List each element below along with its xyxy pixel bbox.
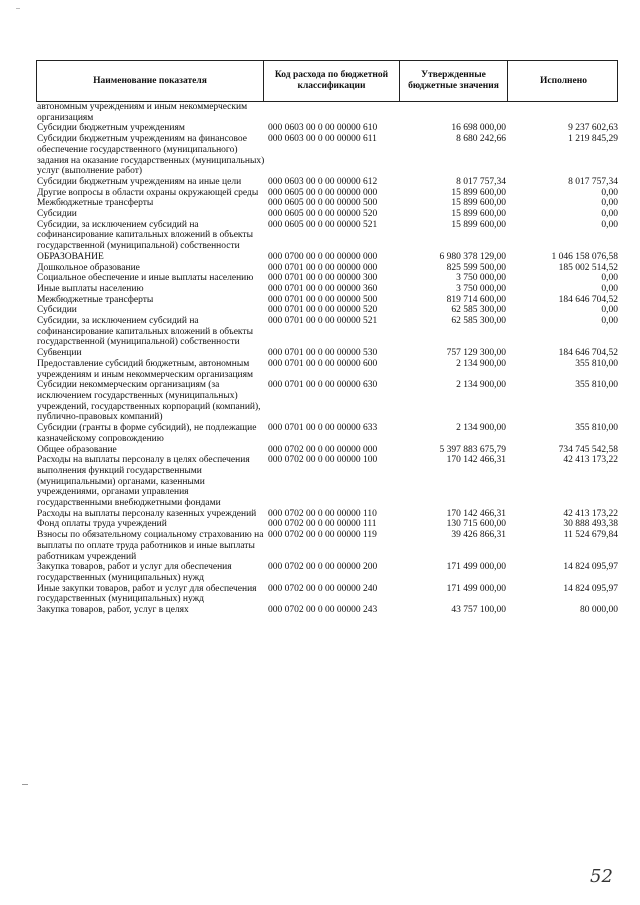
row-code: 000 0603 00 0 00 00000 610 — [268, 123, 378, 134]
row-name: Закупка товаров, работ, услуг в целях — [37, 605, 189, 616]
table-row — [36, 305, 618, 316]
row-code: 000 0605 00 0 00 00000 500 — [268, 198, 378, 209]
row-code: 000 0605 00 0 00 00000 520 — [268, 209, 378, 220]
row-executed: 0,00 — [601, 198, 618, 209]
row-approved: 15 899 600,00 — [451, 187, 506, 198]
row-name: Фонд оплаты труда учреждений — [37, 519, 167, 530]
row-name: Межбюджетные трансферты — [37, 294, 154, 305]
row-executed: 355 810,00 — [575, 358, 618, 369]
row-executed: 185 002 514,52 — [558, 262, 618, 273]
row-executed: 14 824 095,97 — [563, 583, 618, 594]
row-approved: 15 899 600,00 — [451, 209, 506, 220]
row-code: 000 0701 00 0 00 00000 520 — [268, 305, 378, 316]
row-name: Субсидии — [37, 305, 77, 316]
row-approved — [400, 102, 506, 123]
page-number: 52 — [590, 866, 613, 887]
row-approved: 171 499 000,00 — [446, 562, 506, 573]
row-name: Взносы по обязательному социальному страхованию на выплаты по оплате труда работников и иные выплаты работникам учреждений — [37, 530, 264, 562]
row-approved: 2 134 900,00 — [456, 358, 506, 369]
table-row — [36, 348, 618, 359]
row-code: 000 0701 00 0 00 00000 500 — [268, 294, 378, 305]
row-executed — [506, 102, 618, 123]
table-row — [36, 209, 618, 220]
table-row — [36, 220, 618, 252]
row-name: ОБРАЗОВАНИЕ — [37, 251, 104, 262]
row-approved: 8 017 757,34 — [456, 176, 506, 187]
row-code: 000 0701 00 0 00 00000 000 — [268, 262, 378, 273]
row-name: Социальное обеспечение и иные выплаты населению — [37, 273, 254, 284]
row-executed: 0,00 — [601, 283, 618, 294]
row-approved: 62 585 300,00 — [451, 316, 506, 327]
table-row — [36, 455, 618, 509]
row-approved: 15 899 600,00 — [451, 198, 506, 209]
row-approved: 3 750 000,00 — [456, 273, 506, 284]
header-executed: Исполнено — [507, 61, 619, 101]
table-row — [36, 102, 618, 123]
row-approved: 170 142 466,31 — [446, 508, 506, 519]
table-row — [36, 584, 618, 605]
row-approved: 43 757 100,00 — [451, 605, 506, 616]
budget-table — [36, 60, 618, 616]
table-row — [36, 562, 618, 583]
row-name: Субсидии (гранты в форме субсидий), не подлежащие казначейскому сопровождению — [37, 423, 257, 444]
row-name: Расходы на выплаты персоналу казенных учреждений — [37, 508, 257, 519]
row-name: Межбюджетные трансферты — [37, 198, 154, 209]
row-name: Субсидии бюджетным учреждениям на иные цели — [37, 176, 242, 187]
scan-speck — [22, 784, 28, 785]
row-code: 000 0701 00 0 00 00000 630 — [268, 380, 378, 391]
row-code: 000 0701 00 0 00 00000 360 — [268, 283, 378, 294]
row-approved: 39 426 866,31 — [451, 530, 506, 541]
row-approved: 171 499 000,00 — [446, 583, 506, 594]
row-name: Субсидии бюджетным учреждениям на финансовое обеспечение государственного (муниципального) задания на оказание государственных (муниципальных) услуг (выполнение работ) — [37, 134, 265, 177]
table-row — [36, 123, 618, 134]
row-name: Субсидии бюджетным учреждениям — [37, 123, 185, 134]
row-name: автономным учреждениям и иным некоммерческим организациям — [37, 102, 248, 123]
row-approved: 6 980 378 129,00 — [439, 251, 506, 262]
row-executed: 1 219 845,29 — [568, 134, 618, 145]
row-approved: 16 698 000,00 — [451, 123, 506, 134]
row-code: 000 0701 00 0 00 00000 600 — [268, 358, 378, 369]
row-executed: 1 046 158 076,58 — [551, 251, 618, 262]
table-row — [36, 252, 618, 263]
row-approved: 819 714 600,00 — [446, 294, 506, 305]
row-name: Субсидии, за исключением субсидий на софинансирование капитальных вложений в объекты государственной (муниципальной) собственности — [37, 316, 253, 348]
row-name: Субсидии, за исключением субсидий на софинансирование капитальных вложений в объекты государственной (муниципальной) собственности — [37, 219, 253, 252]
row-name: Субсидии некоммерческим организациям (за исключением государственных (муниципальных) учреждений, государственных корпораций (компаний), публично-правовых компаний) — [37, 380, 261, 423]
row-executed: 0,00 — [601, 209, 618, 220]
row-code: 000 0702 00 0 00 00000 240 — [268, 583, 378, 594]
row-executed: 30 888 493,38 — [563, 519, 618, 530]
row-code: 000 0700 00 0 00 00000 000 — [268, 251, 378, 262]
row-executed: 80 000,00 — [580, 605, 618, 616]
table-row — [36, 380, 618, 423]
table-header — [36, 60, 618, 102]
table-row — [36, 509, 618, 520]
row-code: 000 0702 00 0 00 00000 200 — [268, 562, 378, 573]
row-name: Другие вопросы в области охраны окружающей среды — [37, 187, 259, 198]
header-name: Наименование показателя — [93, 75, 207, 86]
row-code: 000 0702 00 0 00 00000 110 — [268, 508, 377, 519]
row-executed: 184 646 704,52 — [558, 294, 618, 305]
scan-speck — [16, 8, 20, 9]
row-name: Расходы на выплаты персоналу в целях обеспечения выполнения функций государственными (муниципальными) органами, казенными учреждениями, органами управления государственными внебюджетными фондами — [37, 455, 250, 509]
table-row — [36, 316, 618, 348]
row-code: 000 0701 00 0 00 00000 300 — [268, 273, 378, 284]
header-code: Код расхода по бюджетной классификации — [263, 61, 399, 101]
row-code: 000 0702 00 0 00 00000 000 — [268, 444, 378, 455]
row-name: Иные выплаты населению — [37, 283, 144, 294]
row-name: Закупка товаров, работ и услуг для обеспечения государственных (муниципальных) нужд — [37, 562, 232, 583]
row-approved: 130 715 600,00 — [446, 519, 506, 530]
row-code: 000 0701 00 0 00 00000 521 — [268, 316, 378, 327]
row-code: 000 0702 00 0 00 00000 100 — [268, 455, 378, 466]
row-code: 000 0603 00 0 00 00000 612 — [268, 176, 378, 187]
row-approved: 3 750 000,00 — [456, 283, 506, 294]
row-executed: 42 413 173,22 — [563, 455, 618, 466]
row-executed: 14 824 095,97 — [563, 562, 618, 573]
row-code — [266, 102, 400, 123]
table-body — [36, 102, 618, 616]
row-approved: 15 899 600,00 — [451, 219, 506, 230]
row-name: Дошкольное образование — [37, 262, 140, 273]
row-code: 000 0702 00 0 00 00000 119 — [268, 530, 377, 541]
row-approved: 5 397 883 675,79 — [439, 444, 506, 455]
row-approved: 757 129 300,00 — [446, 348, 506, 359]
row-name: Общее образование — [37, 444, 117, 455]
table-row — [36, 530, 618, 562]
row-code: 000 0701 00 0 00 00000 633 — [268, 423, 378, 434]
table-row — [36, 198, 618, 209]
table-row — [36, 445, 618, 456]
row-code: 000 0702 00 0 00 00000 243 — [268, 605, 378, 616]
row-executed: 9 237 602,63 — [568, 123, 618, 134]
row-executed: 0,00 — [601, 305, 618, 316]
row-approved: 170 142 466,31 — [446, 455, 506, 466]
table-row — [36, 359, 618, 380]
row-name: Субвенции — [37, 348, 82, 359]
table-row — [36, 188, 618, 199]
row-approved: 2 134 900,00 — [456, 380, 506, 391]
row-approved: 2 134 900,00 — [456, 423, 506, 434]
table-row — [36, 295, 618, 306]
row-executed: 0,00 — [601, 187, 618, 198]
row-executed: 355 810,00 — [575, 423, 618, 434]
row-executed: 734 745 542,58 — [558, 444, 618, 455]
row-executed: 11 524 679,84 — [563, 530, 618, 541]
row-approved: 62 585 300,00 — [451, 305, 506, 316]
row-name: Субсидии — [37, 209, 77, 220]
row-executed: 0,00 — [601, 316, 618, 327]
table-row — [36, 134, 618, 177]
table-row — [36, 519, 618, 530]
table-row — [36, 273, 618, 284]
row-name: Иные закупки товаров, работ и услуг для обеспечения государственных (муниципальных) нужд — [37, 583, 257, 605]
row-executed: 0,00 — [601, 273, 618, 284]
row-code: 000 0605 00 0 00 00000 521 — [268, 219, 378, 230]
row-code: 000 0603 00 0 00 00000 611 — [268, 134, 377, 145]
row-executed: 355 810,00 — [575, 380, 618, 391]
row-code: 000 0702 00 0 00 00000 111 — [268, 519, 377, 530]
row-executed: 0,00 — [601, 219, 618, 230]
table-row — [36, 605, 618, 616]
table-row — [36, 177, 618, 188]
row-approved: 8 680 242,66 — [456, 134, 506, 145]
row-code: 000 0605 00 0 00 00000 000 — [268, 187, 378, 198]
row-code: 000 0701 00 0 00 00000 530 — [268, 348, 378, 359]
header-approved: Утвержденные бюджетные значения — [399, 61, 507, 101]
row-approved: 825 599 500,00 — [446, 262, 506, 273]
row-name: Предоставление субсидий бюджетным, автономным учреждениям и иным некоммерческим организациям — [37, 358, 254, 380]
table-row — [36, 263, 618, 274]
row-executed: 184 646 704,52 — [558, 348, 618, 359]
table-row — [36, 284, 618, 295]
row-executed: 8 017 757,34 — [568, 176, 618, 187]
row-executed: 42 413 173,22 — [563, 508, 618, 519]
table-row — [36, 423, 618, 444]
